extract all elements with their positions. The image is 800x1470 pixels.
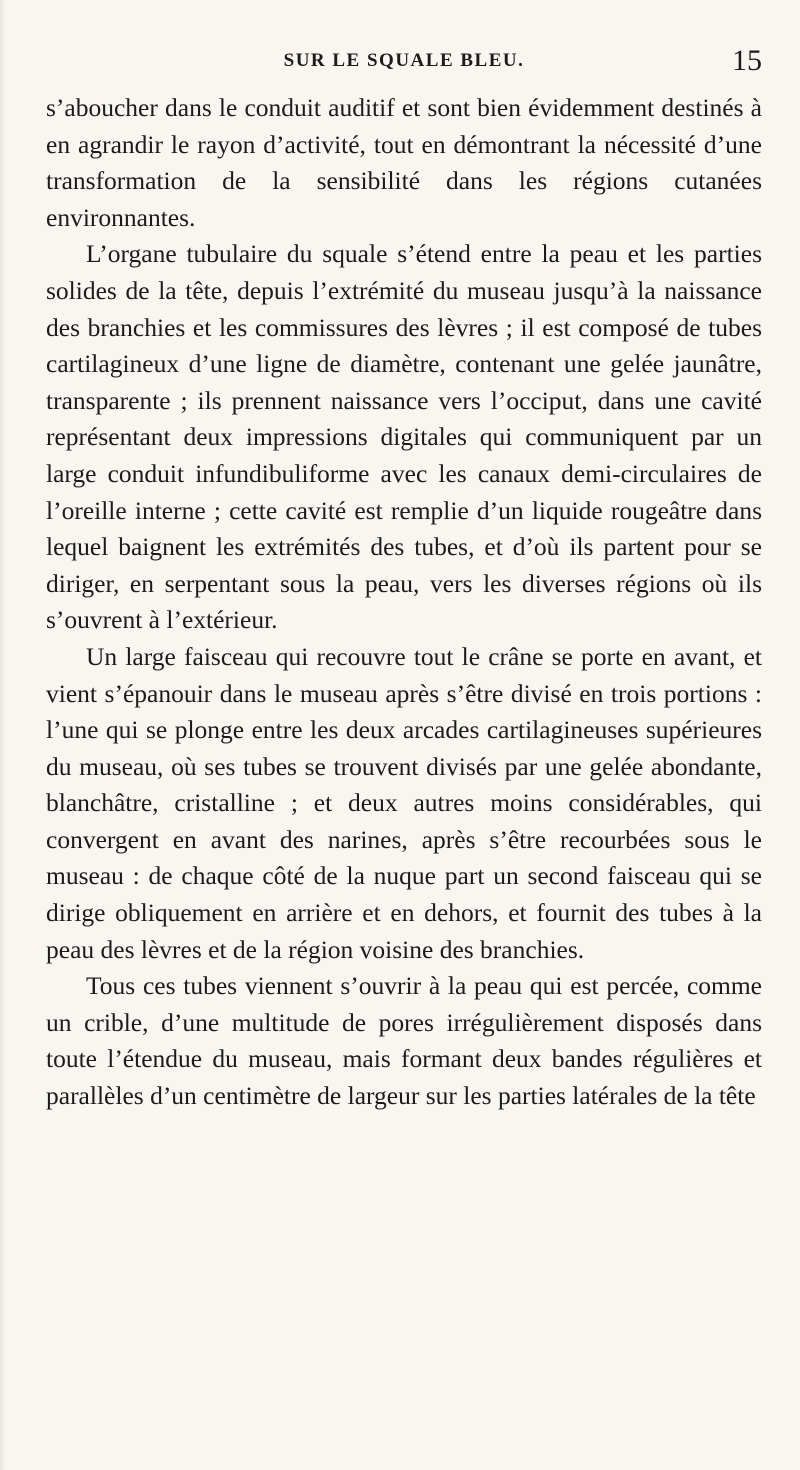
page-edge-shadow <box>0 0 6 1470</box>
paragraph-tubular-organ: L’organe tubulaire du squale s’étend entre la peau et les parties solides de la tête, depuis l’extrémité du museau jusqu’à la naissance des branchies et les commissures des lèvres ; il est composé de tubes cartilagineux d’une ligne de diamètre, contenant une gelée jaunâtre, transparente ; ils prennent naissance vers l’occiput, dans une cavité représentant deux impressions digitales qui communiquent par un large conduit infundibuliforme avec les canaux demi-circulaires de l’oreille interne ; cette cavité est remplie d’un liquide rougeâtre dans lequel baignent les extrémités des tubes, et d’où ils partent pour se diriger, en serpentant sous la peau, vers les diverses régions où ils s’ouvrent à l’extérieur. <box>46 239 762 635</box>
page-number: 15 <box>732 44 762 77</box>
paragraph-continuation: s’aboucher dans le conduit auditif et sont bien évidemment destinés à en agrandir le rayon d’activité, tout en démontrant la nécessité d’une transformation de la sensibilité dans les régions cutanées environnantes. <box>46 93 762 232</box>
paragraph-tubes-pores: Tous ces tubes viennent s’ouvrir à la peau qui est percée, comme un crible, d’une multitude de pores irrégulièrement disposés dans toute l’étendue du museau, mais formant deux bandes régulières et parallèles d’un centimètre de largeur sur les parties latérales de la tête <box>46 971 762 1111</box>
running-title: SUR LE SQUALE BLEU. <box>283 50 525 71</box>
paragraph-large-bundle: Un large faisceau qui recouvre tout le crâne se porte en avant, et vient s’épanouir dans le museau après s’être divisé en trois portions : l’une qui se plonge entre les deux arcades cartilagineuses supérieures du museau, où ses tubes se trouvent divisés par une gelée abondante, blanchâtre, cristalline ; et deux autres moins considérables, qui convergent en avant des narines, après s’être recourbées sous le museau : de chaque côté de la nuque part un second faisceau qui se dirige obliquement en arrière et en dehors, et fournit des tubes à la peau des lèvres et de la région voisine des branchies. <box>46 641 762 964</box>
running-head <box>46 44 762 86</box>
body-text <box>46 90 762 1115</box>
